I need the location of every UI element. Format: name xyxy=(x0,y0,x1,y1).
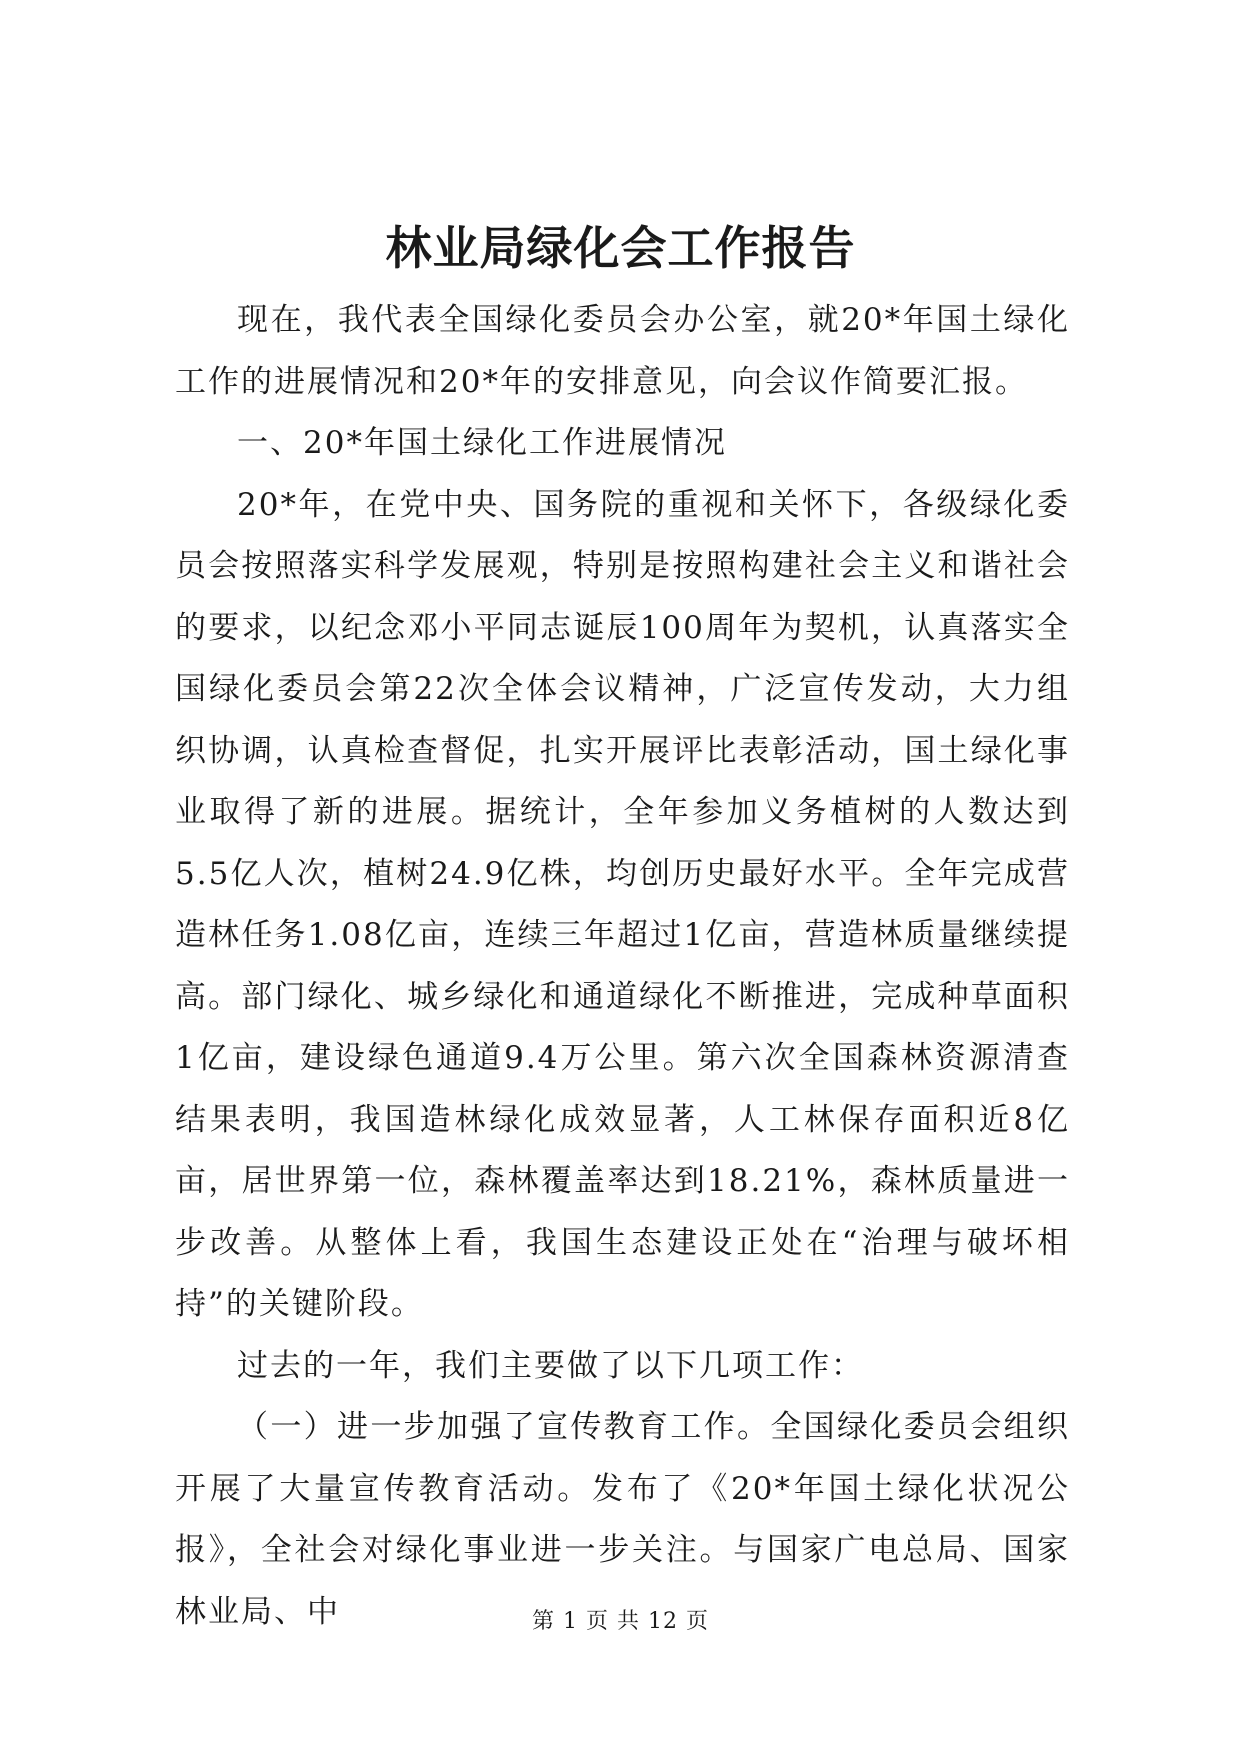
paragraph-intro: 现在，我代表全国绿化委员会办公室，就20*年国土绿化工作的进展情况和20*年的安排意见，向会议作简要汇报。 xyxy=(175,302,1070,400)
paragraph-progress: 20*年，在党中央、国务院的重视和关怀下，各级绿化委员会按照落实科学发展观，特别是按照构建社会主义和谐社会的要求，以纪念邓小平同志诞辰100周年为契机，认真落实全国绿化委员会第22次全体会议精神，广泛宣传发动，大力组织协调，认真检查督促，扎实开展评比表彰活动，国土绿化事业取得了新的进展。据统计，全年参加义务植树的人数达到5.5亿人次，植树24.9亿株，均创历史最好水平。全年完成营造林任务1.08亿亩，连续三年超过1亿亩，营造林质量继续提高。部门绿化、城乡绿化和通道绿化不断推进，完成种草面积1亿亩，建设绿色通道9.4万公里。第六次全国森林资源清查结果表明，我国造林绿化成效显著，人工林保存面积近8亿亩，居世界第一位，森林覆盖率达到18.21%，森林质量进一步改善。从整体上看，我国生态建设正处在“治理与破坏相持”的关键阶段。 xyxy=(175,486,1070,1322)
paragraph-work-summary: 过去的一年，我们主要做了以下几项工作： xyxy=(237,1347,864,1384)
paragraph-publicity: （一）进一步加强了宣传教育工作。全国绿化委员会组织开展了大量宣传教育活动。发布了《20*年国土绿化状况公报》，全社会对绿化事业进一步关注。与国家广电总局、国家林业局、中 xyxy=(175,1409,1070,1630)
document-body xyxy=(175,290,1070,1643)
section-heading-1: 一、20*年国土绿化工作进展情况 xyxy=(237,425,727,461)
document-title: 林业局绿化会工作报告 xyxy=(385,221,856,275)
page-number: 第 1 页 共 12 页 xyxy=(532,1609,709,1634)
